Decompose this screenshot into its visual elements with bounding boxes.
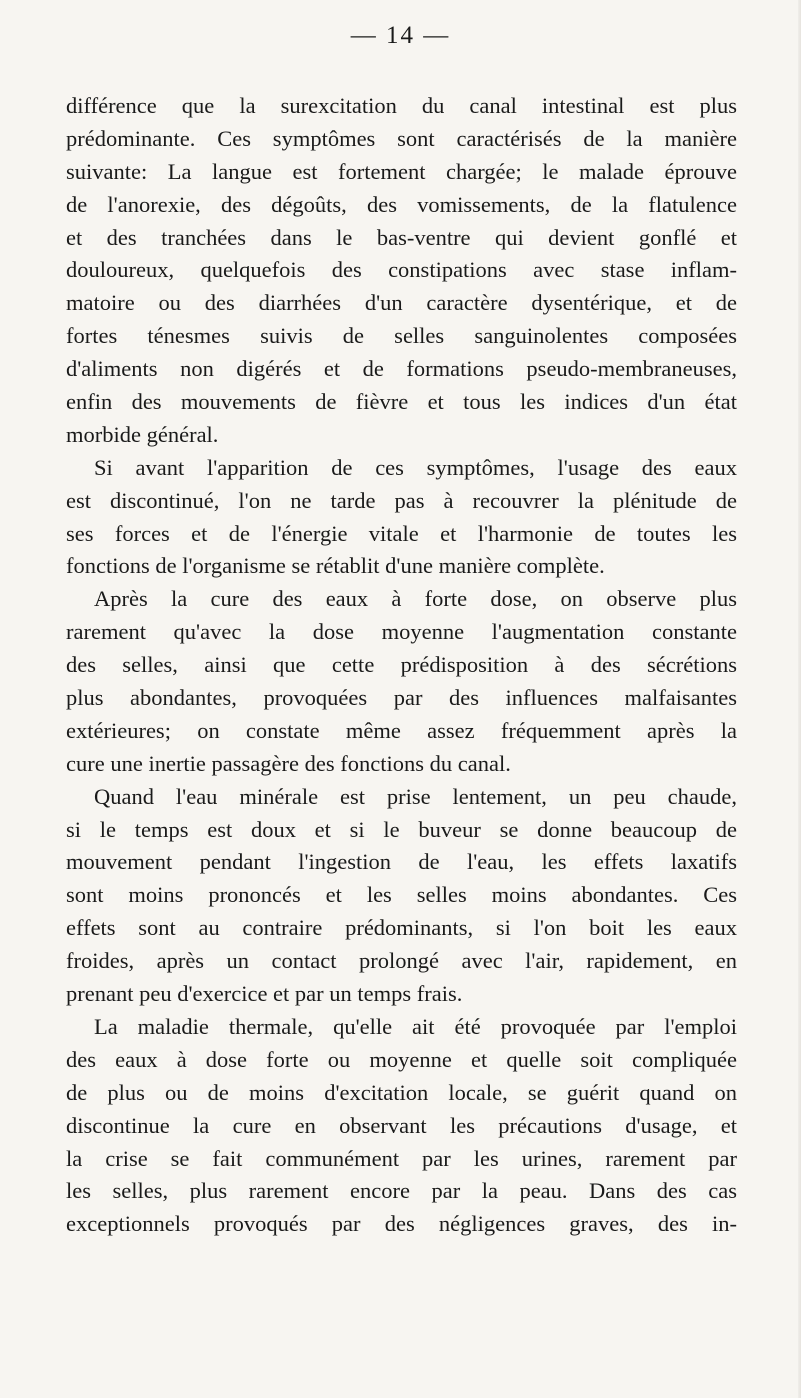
- text-line: effets sont au contraire prédominants, si l'on boit les eaux: [66, 915, 737, 941]
- text-line: prenant peu d'exercice et par un temps frais.: [66, 981, 463, 1007]
- text-line: Quand l'eau minérale est prise lentement, un peu chaude,: [94, 783, 737, 809]
- text-line: La maladie thermale, qu'elle ait été provoquée par l'emploi: [94, 1013, 737, 1039]
- text-line: d'aliments non digérés et de formations pseudo-membraneuses,: [66, 356, 737, 382]
- text-line: matoire ou des diarrhées d'un caractère dysentérique, et de: [66, 290, 737, 316]
- text-line: froides, après un contact prolongé avec l'air, rapidement, en: [66, 948, 737, 974]
- text-line: discontinue la cure en observant les précautions d'usage, et: [66, 1112, 737, 1138]
- text-line: rarement qu'avec la dose moyenne l'augmentation constante: [66, 619, 737, 645]
- text-line: des selles, ainsi que cette prédisposition à des sécrétions: [66, 652, 737, 678]
- text-line: enfin des mouvements de fièvre et tous les indices d'un état: [66, 389, 737, 415]
- text-line: si le temps est doux et si le buveur se donne beaucoup de: [66, 816, 737, 842]
- text-line: sont moins prononcés et les selles moins abondantes. Ces: [66, 882, 737, 908]
- text-line: les selles, plus rarement encore par la peau. Dans des cas: [66, 1178, 737, 1204]
- text-line: la crise se fait communément par les urines, rarement par: [66, 1145, 737, 1171]
- body-text: [66, 90, 737, 1241]
- text-line: douloureux, quelquefois des constipations avec stase inflam-: [66, 257, 737, 283]
- text-line: cure une inertie passagère des fonctions du canal.: [66, 750, 511, 776]
- text-line: fonctions de l'organisme se rétablit d'une manière complète.: [66, 553, 605, 579]
- page-number-header: — 14 —: [350, 22, 451, 49]
- text-line: morbide général.: [66, 421, 219, 447]
- text-line: de plus ou de moins d'excitation locale, se guérit quand on: [66, 1079, 737, 1105]
- text-line: des eaux à dose forte ou moyenne et quelle soit compliquée: [66, 1046, 737, 1072]
- text-line: et des tranchées dans le bas-ventre qui devient gonflé et: [66, 224, 737, 250]
- text-line: exceptionnels provoqués par des négligences graves, des in-: [66, 1211, 737, 1237]
- text-line: de l'anorexie, des dégoûts, des vomissements, de la flatulence: [66, 191, 737, 217]
- text-line: Après la cure des eaux à forte dose, on observe plus: [94, 586, 737, 612]
- text-line: différence que la surexcitation du canal intestinal est plus: [66, 93, 737, 118]
- text-line: ses forces et de l'énergie vitale et l'harmonie de toutes les: [66, 520, 737, 546]
- text-line: Si avant l'apparition de ces symptômes, l'usage des eaux: [94, 454, 737, 480]
- text-line: plus abondantes, provoquées par des influences malfaisantes: [66, 685, 737, 711]
- text-line: est discontinué, l'on ne tarde pas à recouvrer la plénitude de: [66, 487, 737, 513]
- text-line: prédominante. Ces symptômes sont caractérisés de la manière: [66, 125, 737, 151]
- text-line: extérieures; on constate même assez fréquemment après la: [66, 717, 737, 743]
- text-line: suivante: La langue est fortement chargée; le malade éprouve: [66, 158, 737, 184]
- text-line: fortes ténesmes suivis de selles sanguinolentes composées: [66, 323, 737, 349]
- text-line: mouvement pendant l'ingestion de l'eau, les effets laxatifs: [66, 849, 737, 875]
